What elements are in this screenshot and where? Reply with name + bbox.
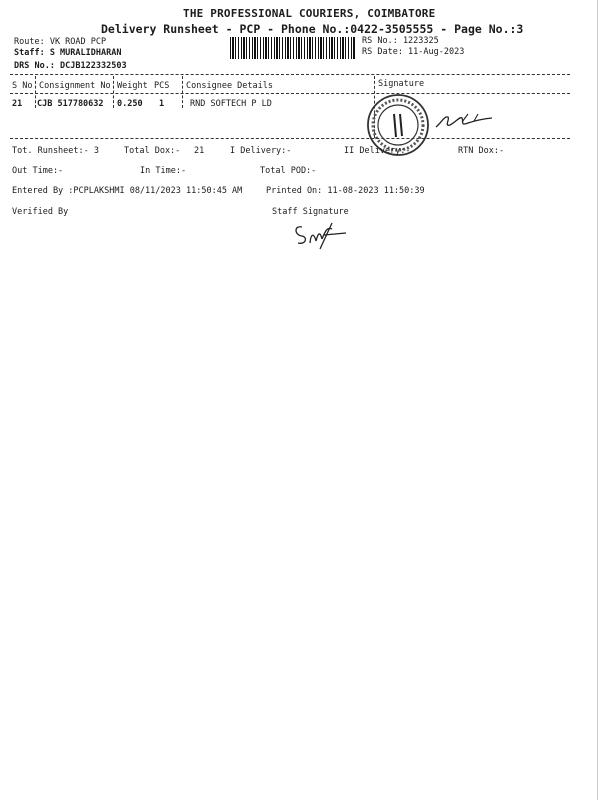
total-dox-value: 21 [194,146,205,156]
divider [10,138,570,139]
row-sno: 21 [12,99,23,109]
route-label: Route: VK ROAD PCP [14,37,107,47]
divider [10,74,570,75]
verified-by: Verified By [12,207,69,217]
total-dox-label: Total Dox:- [124,146,181,156]
receiver-signature [436,117,492,127]
total-pod: Total POD:- [260,166,317,176]
column-rule [113,76,114,108]
company-title: THE PROFESSIONAL COURIERS, COIMBATORE [183,7,436,20]
col-consignment: Consignment No [39,81,111,91]
staff-signature [292,219,352,253]
i-delivery: I Delivery:- [230,146,292,156]
rs-date: RS Date: 11-Aug-2023 [362,47,465,57]
col-pcs: PCS [154,81,170,91]
staff-label: Staff: S MURALIDHARAN [14,48,122,58]
page-edge [597,0,598,800]
entered-by: Entered By :PCPLAKSHMI 08/11/2023 11:50:45 AM [12,186,243,196]
row-consignment: CJB 517780632 [37,99,104,109]
col-weight: Weight [117,81,148,91]
drs-number: DRS No.: DCJB122332503 [14,61,127,71]
row-weight: 0.250 [117,99,143,109]
col-consignee: Consignee Details [186,81,273,91]
row-consignee: RND SOFTECH P LD [190,99,272,109]
rtn-dox: RTN Dox:- [458,146,505,156]
runsheet-title: Delivery Runsheet - PCP - Phone No.:0422-3505555 - Page No.:3 [101,22,524,36]
out-time: Out Time:- [12,166,64,176]
barcode [230,37,356,59]
ii-delivery: II Delivery:- [344,146,411,156]
column-rule [35,76,36,108]
row-pcs: 1 [159,99,165,109]
rs-number: RS No.: 1223325 [362,36,439,46]
printed-on: Printed On: 11-08-2023 11:50:39 [266,186,425,196]
tot-runsheet: Tot. Runsheet:- 3 [12,146,99,156]
column-rule [182,76,183,108]
col-signature: Signature [378,79,425,89]
staff-signature-label: Staff Signature [272,207,349,217]
col-sno: S No [12,81,33,91]
in-time: In Time:- [140,166,187,176]
